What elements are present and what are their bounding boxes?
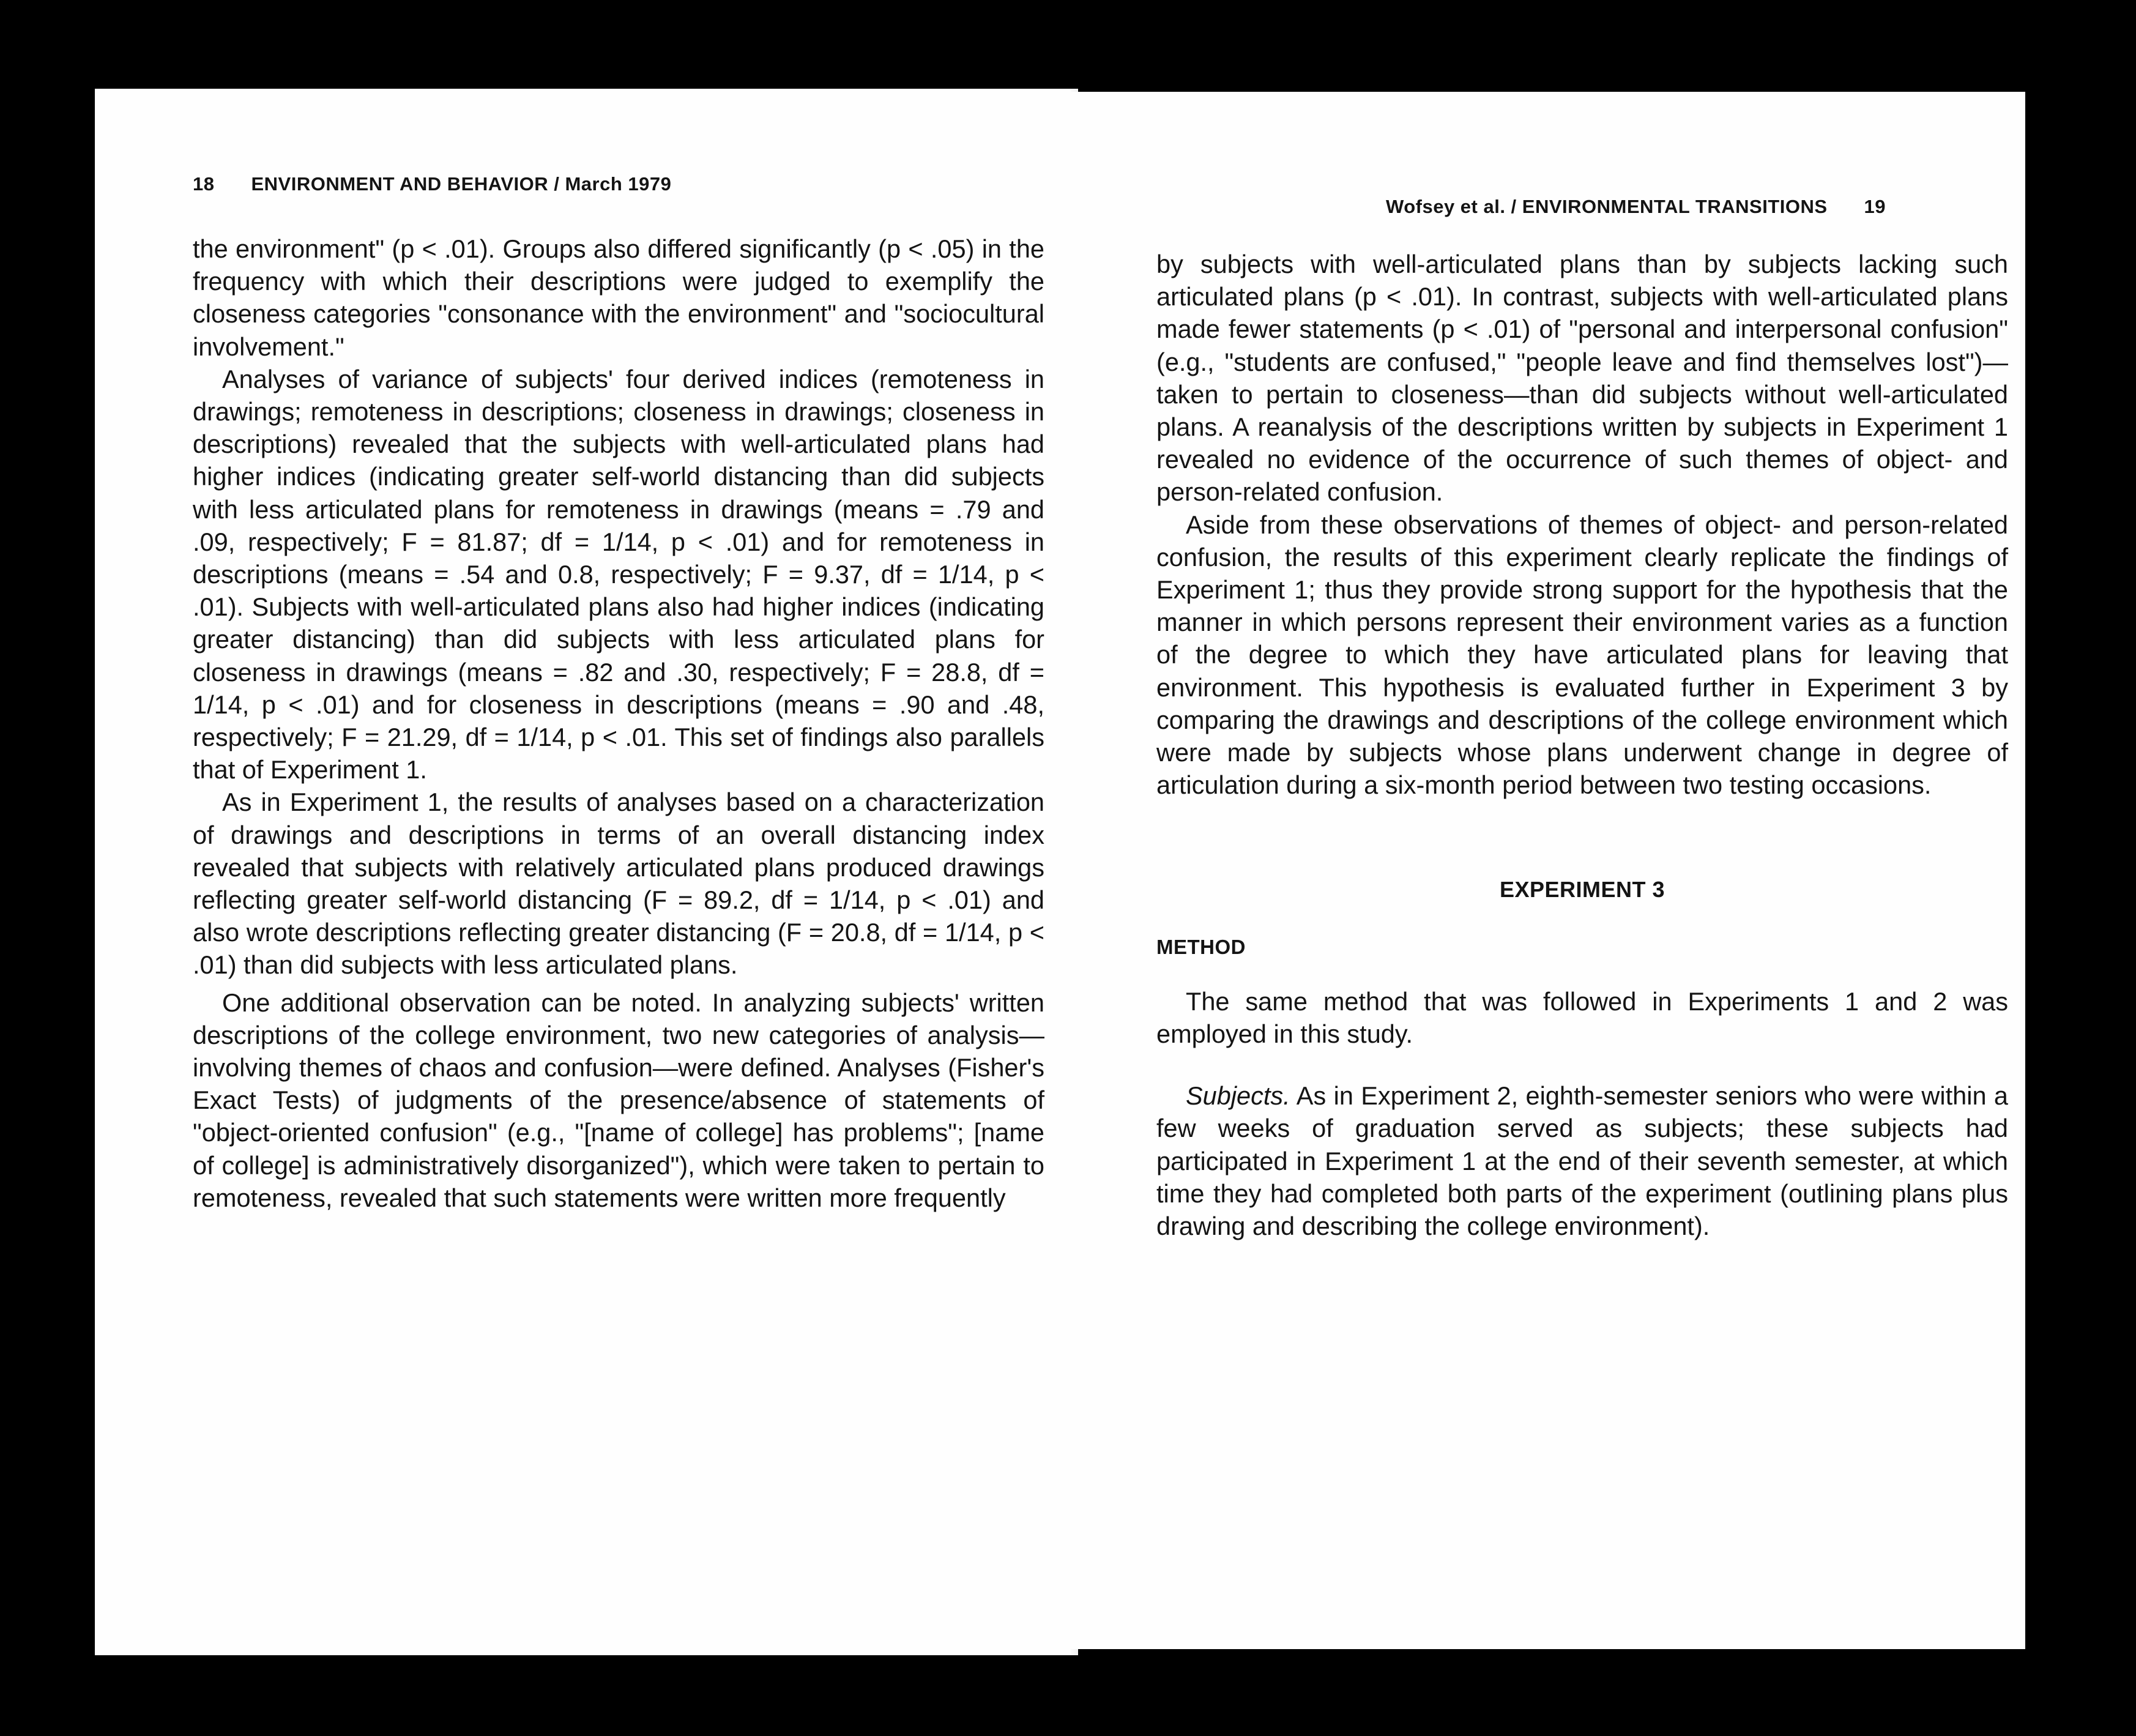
right-page	[1071, 92, 2025, 1649]
left-paragraph-1: the environment" (p < .01). Groups also differed significantly (p < .05) in the frequency with which their descriptions were judged to exemplify the closeness categories "consonance with the environment" and "sociocultural involvement."	[193, 234, 1044, 361]
method-paragraph: The same method that was followed in Experiments 1 and 2 was employed in this study.	[1156, 986, 2008, 1049]
left-running-head	[193, 173, 671, 195]
subjects-paragraph	[1156, 1079, 2008, 1242]
right-paragraph-1: by subjects with well-articulated plans than by subjects lacking such articulated plans (p < .01). In contrast, subjects with well-articulated plans made fewer statements (p < .01) of "personal and interpersonal confusion" (e.g., "students are confused," "people leave and find themselves lost")—taken to pertain to closeness—than did subjects without well-articulated plans. A reanalysis of the descriptions written by subjects in Experiment 1 revealed no evidence of the occurrence of such themes of object- and person-related confusion.	[1156, 250, 2008, 507]
right-running-head	[1386, 196, 1886, 218]
left-running-head-title: ENVIRONMENT AND BEHAVIOR / March 1979	[251, 173, 672, 195]
left-page	[95, 89, 1071, 1655]
section-heading-experiment-3: EXPERIMENT 3	[1499, 877, 1665, 903]
right-running-head-title: Wofsey et al. / ENVIRONMENTAL TRANSITIONS	[1386, 196, 1828, 217]
subheading-method: METHOD	[1156, 935, 1246, 958]
right-text-column	[1156, 248, 2008, 1242]
left-paragraph-3: As in Experiment 1, the results of analyses based on a characterization of drawings and descriptions in terms of an overall distancing index revealed that subjects with relatively articulated plans produced drawings reflecting greater self-world distancing (F = 89.2, df = 1/14, p < .01) and also wrote descriptions reflecting greater distancing (F = 20.8, df = 1/14, p < .01) than did subjects with less articulated plans.	[193, 788, 1044, 980]
left-paragraph-4: One additional observation can be noted. In analyzing subjects' written descriptions of the college environment, two new categories of analysis—involving themes of chaos and confusion—were defined. Analyses (Fisher's Exact Tests) of judgments of the presence/absence of statements of "object-oriented confusion" (e.g., "[name of college] has problems"; [name of college] is administratively disorganized"), which were taken to pertain to remoteness, revealed that such statements were written more frequently	[193, 988, 1044, 1212]
subjects-label: Subjects.	[1186, 1081, 1290, 1111]
left-paragraph-2: Analyses of variance of subjects' four derived indices (remoteness in drawings; remoteness in descriptions; closeness in drawings; closeness in descriptions) revealed that the subjects with well-articulated plans had higher indices (indicating greater self-world distancing than did subjects with less articulated plans for remoteness in drawings (means = .79 and .09, respectively; F = 81.87; df = 1/14, p < .01) and for remoteness in descriptions (means = .54 and 0.8, respectively; F = 9.37, df = 1/14, p < .01). Subjects with well-articulated plans also had higher indices (indicating greater distancing) than did subjects with less articulated plans for closeness in drawings (means = .82 and .30, respectively; F = 28.8, df = 1/14, p < .01) and for closeness in descriptions (means = .90 and .48, respectively; F = 21.29, df = 1/14, p < .01. This set of findings also parallels that of Experiment 1.	[193, 364, 1044, 784]
right-paragraph-2: Aside from these observations of themes of object- and person-related confusion, the results of this experiment clearly replicate the findings of Experiment 1; thus they provide strong support for the hypothesis that the manner in which persons represent their environment varies as a function of the degree to which they have articulated plans for leaving that environment. This hypothesis is evaluated further in Experiment 3 by comparing the drawings and descriptions of the college environment which were made by subjects whose plans underwent change in degree of articulation during a six-month period between two testing occasions.	[1156, 510, 2008, 800]
subjects-paragraph-text: As in Experiment 2, eighth-semester seniors who were within a few weeks of graduation served as subjects; these subjects had participated in Experiment 1 at the end of their seventh semester, at which time they had completed both parts of the experiment (outlining plans plus drawing and describing the college environment).	[1156, 1081, 2008, 1241]
right-page-number: 19	[1864, 196, 1886, 217]
left-page-number: 18	[193, 173, 215, 195]
left-text-column	[193, 233, 1044, 1214]
